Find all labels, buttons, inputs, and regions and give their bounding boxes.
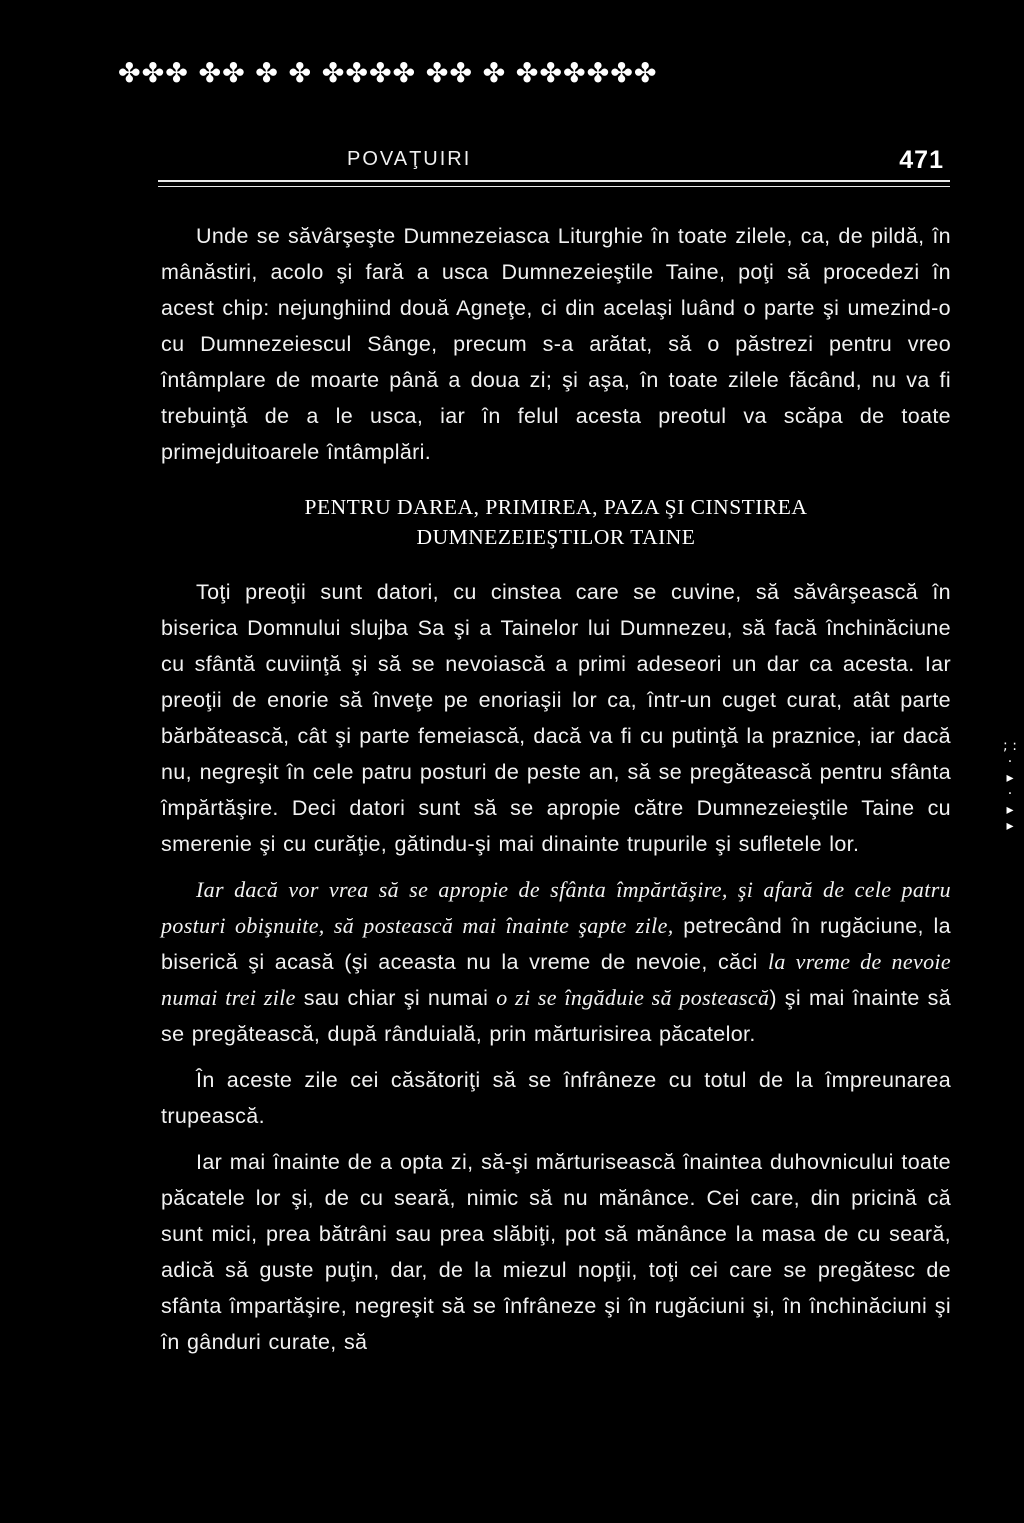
italic-fasting-clause: Iar dacă vor vrea să se apropie de sfânta împărtăşire, şi afară de cele patru posturi obişnuite, să postească mai înainte şapte zile, — [161, 877, 951, 938]
section-heading-line-2: DUMNEZEIEŞTILOR TAINE — [416, 525, 696, 549]
italic-necessity-clause: la vreme de nevoie numai trei zile — [161, 949, 951, 1010]
header-rule-thin — [158, 186, 950, 187]
running-header — [160, 146, 950, 178]
margin-marks: ; : · ▸ · ▸ ▸ — [1003, 738, 1017, 834]
page-body — [161, 218, 951, 1360]
running-title: POVAŢUIRI — [347, 148, 472, 170]
italic-one-day-clause: o zi se îngăduie să postească — [496, 985, 770, 1010]
page-number: 471 — [899, 146, 944, 174]
paragraph-fasting-rule — [161, 872, 951, 1052]
text-fasting-continuation-3: ) şi mai înainte să se pregătească, după rânduială, prin mărturisirea păcatelor. — [161, 986, 952, 1046]
paragraph-confession: Iar mai înainte de a opta zi, să-şi mărturisească înaintea duhovnicului toate păcatele lor şi, de cu seară, nimic să nu mănânce. Cei care, din pricină că sunt mici, prea bătrâni sau prea slăbiţi, pot să mănânce la masa de cu seară, adică să guste puţin, dar, de la miezul nopţii, toţi cei care se pregătesc de sfânta împartăşire, negreşit să se înfrâneze şi în rugăciuni şi, în închinăciuni şi în gânduri curate, să — [161, 1150, 951, 1354]
decorative-ornament-border: ✤✤✤ ✤✤ ✤ ✤ ✤✤✤✤ ✤✤ ✤ ✤✤✤✤✤✤ — [118, 58, 658, 89]
paragraph-married-abstain: În aceste zile cei căsătoriţi să se înfrâneze cu totul de la împreunarea trupească. — [161, 1068, 951, 1128]
section-heading-line-1: PENTRU DAREA, PRIMIREA, PAZA ŞI CINSTIREA — [304, 495, 808, 519]
text-fasting-continuation-2: sau chiar şi numai — [295, 986, 497, 1010]
text-fasting-continuation: petrecând în rugăciune, la biserică şi acasă (şi aceasta nu la vreme de nevoie, căci — [161, 914, 951, 974]
section-heading — [161, 492, 951, 552]
header-rule-thick — [158, 180, 950, 182]
paragraph-liturgy-note: Unde se săvârşeşte Dumnezeiasca Liturghie în toate zilele, ca, de pildă, în mânăstiri, acolo şi fară a usca Dumnezeieştile Taine, poţi să procedezi în acest chip: nejunghiind două Agneţe, ci din acelaşi luând o parte şi umezind-o cu Dumnezeiescul Sânge, precum s-a arătat, să o păstrezi pentru vreo întâmplare de moarte până a doua zi; şi aşa, în toate zilele făcând, nu va fi trebuinţă de a le usca, iar în felul acesta preotul va scăpa de toate primejduitoarele întâmplări. — [161, 224, 951, 464]
paragraph-priests-duty: Toţi preoţii sunt datori, cu cinstea care se cuvine, să săvârşească în biserica Domnului slujba Sa şi a Tainelor lui Dumnezeu, să facă închinăciune cu sfântă cuviinţă şi să se nevoiască a primi adeseori un dar ca acesta. Iar preoţii de enorie să înveţe pe enoriaşii lor ca, într-un cuget curat, atât parte bărbătească, cât şi parte femeiască, dacă va fi cu putinţă la praznice, iar dacă nu, negreşit în cele patru posturi de peste an, să se pregătească pentru sfânta împărtăşire. Deci datori sunt să se apropie către Dumnezeieştile Taine cu smerenie şi cu curăţie, gătindu-şi mai dinainte trupurile şi sufletele lor. — [161, 580, 951, 856]
